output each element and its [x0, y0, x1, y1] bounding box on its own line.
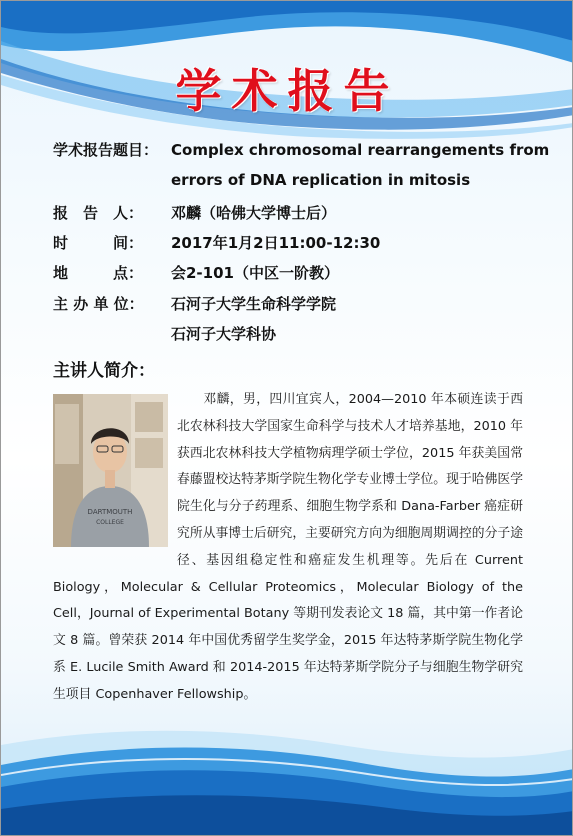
host-line-2: 石河子大学科协	[171, 325, 277, 343]
host-label: 主 办 单 位：	[53, 295, 144, 313]
time-row	[53, 232, 380, 253]
bio-heading: 主讲人简介：	[53, 361, 155, 381]
host-line-1: 石河子大学生命科学学院	[171, 295, 337, 313]
bottom-wave-decoration	[1, 705, 573, 835]
time-label: 时 间：	[53, 234, 144, 252]
topic-label: 学术报告题目：	[53, 141, 159, 159]
svg-text:COLLEGE: COLLEGE	[96, 519, 124, 526]
photo-spacer	[53, 387, 177, 549]
speaker-label: 报 告 人：	[53, 204, 144, 222]
bio-text: 邓麟，男，四川宜宾人，2004—2010 年本硕连读于西北农林科技大学国家生命科学与技术人才培养基地，2010 年获西北农林科技大学植物病理学硕士学位，2015 年获美国常春藤盟校达特茅斯学院生物化学专业博士学位。现于哈佛医学院生化与分子药理系、细胞生物学系和 Dana-Farber 癌症研究所从事博士后研究，主要研究方向为细胞周期调控的分子途径、基因组稳定性和癌症发生机理等。先后在 Current Biology，Molecular & Cellular Proteomics，Molecular Biology of the Cell，Journal of Experimental Botany 等期刊发表论文 18 篇，其中第一作者论文 8 篇。曾荣获 2014 年中国优秀留学生奖学金，2015 年达特茅斯学院生物化学系 E. Lucile Smith Award 和 2014-2015 年达特茅斯学院分子与细胞生物学研究生项目 Copenhaver Fellowship。	[53, 392, 523, 702]
place-row	[53, 262, 339, 283]
speaker-value: 邓麟（哈佛大学博士后）	[171, 204, 337, 222]
topic-line-1: Complex chromosomal rearrangements from	[171, 141, 550, 159]
host-row	[53, 293, 336, 314]
bio-text-block	[53, 387, 523, 709]
place-label: 地 点：	[53, 264, 144, 282]
place-value: 会2-101（中区一阶教）	[171, 264, 339, 282]
topic-row	[53, 139, 549, 160]
svg-text:DARTMOUTH: DARTMOUTH	[87, 508, 133, 516]
poster-title: 学术报告	[175, 64, 400, 118]
time-value: 2017年1月2日11:00-12:30	[171, 234, 381, 252]
topic-line-2: errors of DNA replication in mitosis	[171, 171, 471, 189]
speaker-row	[53, 202, 336, 223]
